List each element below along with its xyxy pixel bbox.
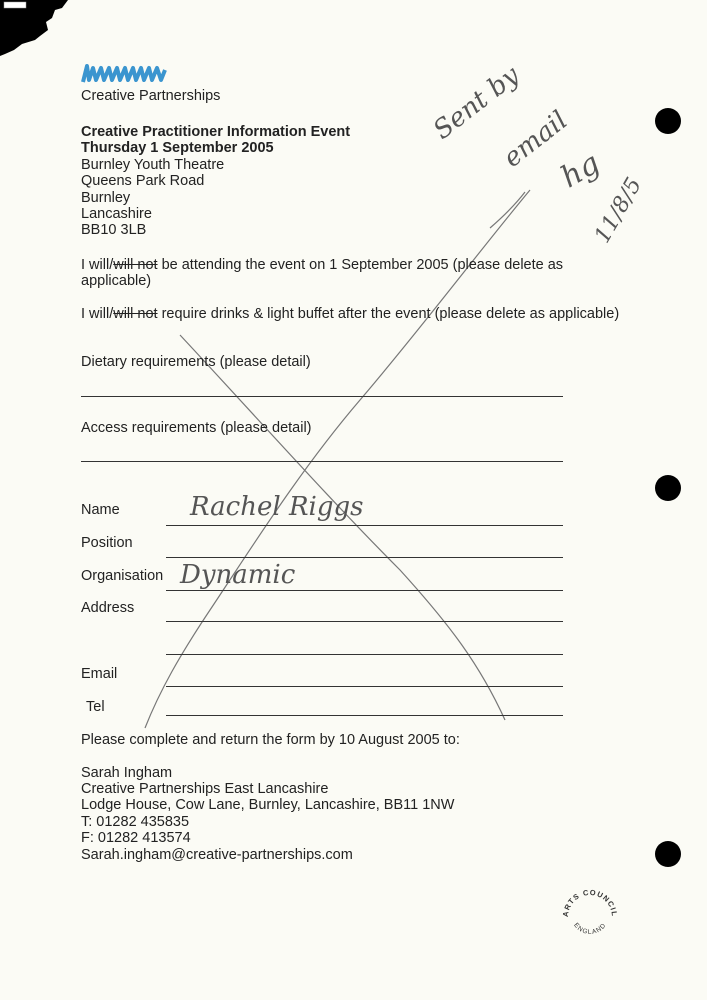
handwritten-note-line2: email: [498, 105, 574, 174]
dietary-label: Dietary requirements (please detail): [81, 354, 311, 370]
tel-field[interactable]: [166, 715, 563, 716]
event-date: Thursday 1 September 2005: [81, 140, 274, 156]
venue-line: Queens Park Road: [81, 173, 205, 189]
dietary-field[interactable]: [81, 396, 563, 397]
address-field-line-1[interactable]: [166, 621, 563, 622]
venue-line: Burnley Youth Theatre: [81, 157, 225, 173]
return-instructions: Please complete and return the form by 10 August 2005 to:: [81, 732, 460, 748]
venue-line: Lancashire: [81, 206, 152, 222]
attendance-statement: I will/will not be attending the event on 1 September 2005 (please delete as: [81, 257, 564, 273]
tel-label: Tel: [86, 699, 105, 715]
contact-address: Lodge House, Cow Lane, Burnley, Lancashire, BB11 1NW: [81, 797, 455, 813]
cross-out-stroke-3: [490, 192, 525, 228]
contact-org: Creative Partnerships East Lancashire: [81, 781, 329, 797]
position-label: Position: [81, 535, 133, 551]
event-title: Creative Practitioner Information Event: [81, 124, 351, 140]
email-label: Email: [81, 666, 118, 682]
cross-out-stroke-1: [180, 335, 505, 720]
punch-hole: [655, 841, 681, 867]
venue-line: BB10 3LB: [81, 222, 147, 238]
attendance-statement-cont: applicable): [81, 273, 152, 289]
punch-hole: [655, 108, 681, 134]
organisation-value: Dynamic: [180, 560, 296, 590]
brand-logo-mark: [81, 62, 171, 84]
position-field[interactable]: [166, 557, 563, 558]
contact-name: Sarah Ingham: [81, 765, 173, 781]
arts-council-logo: [560, 885, 620, 945]
name-field[interactable]: [166, 525, 563, 526]
svg-text:ENGLAND: ENGLAND: [572, 921, 608, 936]
torn-corner: [0, 0, 68, 56]
organisation-field[interactable]: [166, 590, 563, 591]
brand-name: Creative Partnerships: [81, 88, 221, 104]
contact-tel: T: 01282 435835: [81, 814, 190, 830]
buffet-statement: I will/will not require drinks & light buffet after the event (please delete as applicable): [81, 306, 620, 322]
buffet-struck-option: will not: [113, 306, 158, 322]
contact-fax: F: 01282 413574: [81, 830, 191, 846]
address-field-line-2[interactable]: [166, 654, 563, 655]
handwritten-date: 11/8/5: [590, 173, 648, 248]
access-field[interactable]: [81, 461, 563, 462]
name-label: Name: [81, 502, 120, 518]
brand-logo: [81, 62, 171, 89]
handwritten-initials: hg: [555, 145, 606, 196]
address-label: Address: [81, 600, 135, 616]
corner-tag: [4, 2, 26, 8]
organisation-label: Organisation: [81, 568, 164, 584]
contact-email: Sarah.ingham@creative-partnerships.com: [81, 847, 353, 863]
handwritten-note-line1: Sent by: [428, 60, 526, 146]
email-field[interactable]: [166, 686, 563, 687]
arts-council-seal: [560, 885, 620, 945]
svg-text:ARTS COUNCIL: ARTS COUNCIL: [560, 887, 620, 918]
attendance-struck-option: will not: [113, 257, 158, 273]
venue-line: Burnley: [81, 190, 131, 206]
name-value: Rachel Riggs: [190, 492, 364, 522]
punch-hole: [655, 475, 681, 501]
access-label: Access requirements (please detail): [81, 420, 312, 436]
